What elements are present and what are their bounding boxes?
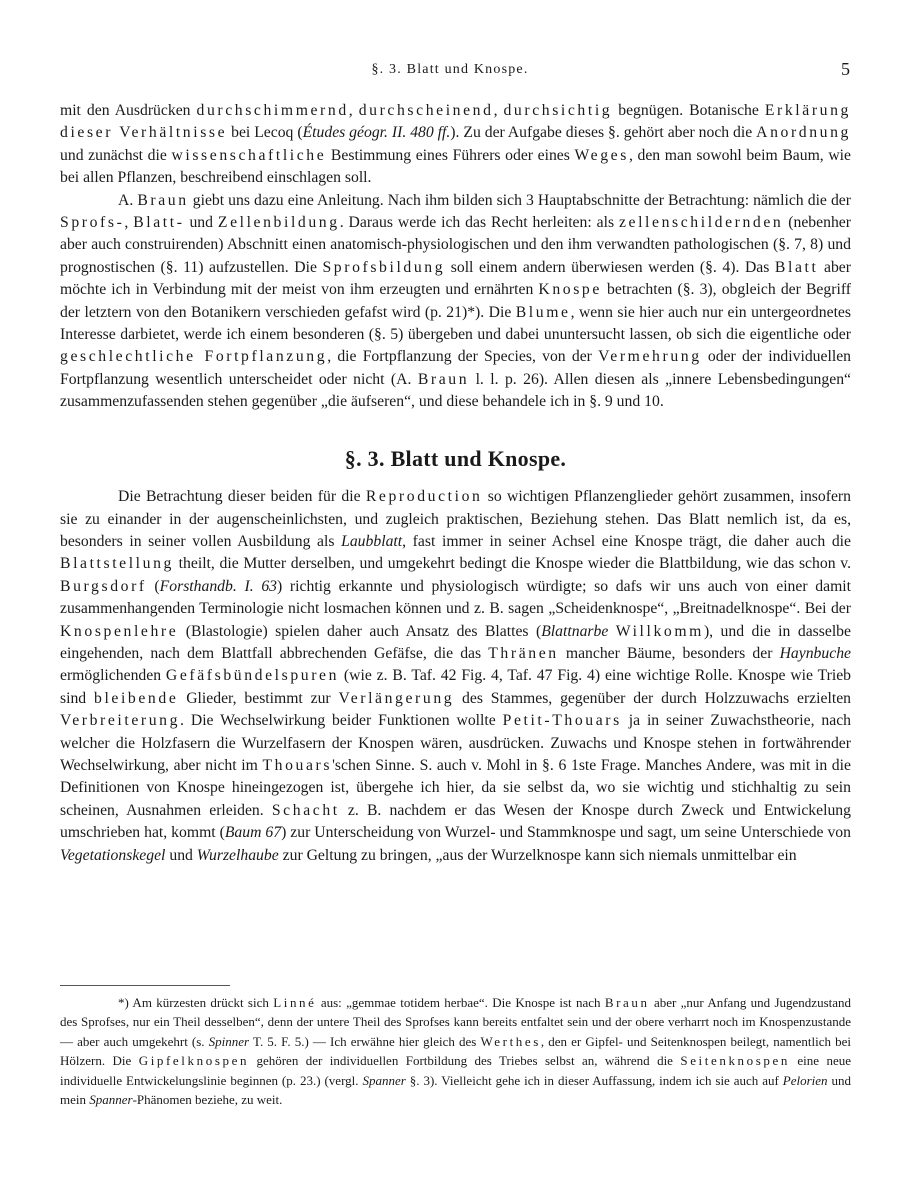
text-run: begnügen. Botanische	[612, 102, 765, 119]
spaced-text: Schacht	[271, 801, 340, 819]
italic-text: Wurzelhaube	[196, 846, 279, 864]
spaced-text: Knospenlehre	[60, 622, 179, 640]
spaced-text: Gefäfsbündelspuren	[165, 667, 340, 685]
spaced-text: Thränen	[488, 644, 559, 662]
italic-text: Spanner	[362, 1072, 406, 1088]
page-number: 5	[841, 59, 850, 79]
italic-text: Pelorien	[782, 1072, 828, 1088]
spaced-text: Burgsdorf	[60, 577, 147, 595]
italic-text: Haynbuche	[779, 644, 852, 662]
text-run: giebt uns dazu eine Anleitung. Nach ihm bilden sich 3 Hauptabschnitte der Betrachtung: nämlich die der	[188, 191, 851, 209]
paragraphs-top	[60, 100, 851, 414]
spaced-text: Verbreiterung	[60, 712, 181, 730]
text-run: und	[184, 214, 218, 232]
spaced-text: Braun	[604, 995, 650, 1010]
spaced-text: Linné	[273, 995, 317, 1010]
text-run: mancher Bäume, besonders der	[558, 644, 780, 662]
running-head	[0, 59, 900, 86]
body-text	[60, 100, 851, 867]
paragraph	[60, 100, 851, 190]
spaced-text: Weges	[574, 146, 629, 164]
text-run: z. B. nachdem er das Wesen der Knospe durch Zweck und Entwickelung umschrieben hat, kommt (	[60, 801, 851, 842]
text-run: ). Zu der Aufgabe dieses §. gehört aber noch die	[450, 124, 757, 142]
italic-text: Baum 67	[224, 824, 282, 842]
text-run: T. 5. F. 5.) — Ich erwähne hier gleich des	[249, 1033, 481, 1049]
text-run: ,	[493, 102, 504, 119]
spaced-text: wissenschaftliche	[171, 146, 327, 164]
text-run: mit den Ausdrücken	[60, 102, 197, 119]
text-run: (wie z. B. Taf. 42 Fig. 4, Taf. 47 Fig. 4) eine wichtige Rolle. Knospe wie Trieb sind	[60, 667, 851, 707]
text-run: . Daraus werde ich das Recht herleiten: als	[339, 214, 619, 232]
spaced-text: Anordnung	[756, 124, 851, 142]
text-run: bei Lecoq (	[227, 124, 303, 142]
spaced-text: Reproduction	[365, 488, 483, 506]
text-run: und mein	[60, 1072, 851, 1108]
text-run: Bestimmung eines Führers oder eines	[326, 146, 575, 164]
italic-text: Laubblatt	[341, 532, 403, 550]
text-run: ja in seiner Zuwachstheorie, nach welcher die Holzfasern die Wurzelfasern der Knospen wären, ausdrücken. Zuwachs und Knospe stehen in fortwährender Wechselwirkung, aber nicht im	[60, 712, 852, 774]
text-run: zur Geltung zu bringen, „aus der Wurzelknospe kann sich niemals unmittelbar ein	[278, 846, 797, 864]
text-run: A.	[118, 191, 138, 209]
spaced-text: Erklärung dieser Verhältnisse	[60, 102, 851, 142]
text-run: aber „nur Anfang und Jugendzustand des Sprofses, nur ein Theil desselben“, denn der untere Theil des Sprofses kann bereits entfaltet sein und der obere verharrt noch im Knospenzustande — aber auch umgekehrt (s.	[60, 995, 852, 1049]
text-run: (nebenher aber auch construirenden) Abschnitt einen anatomisch-physiologischen und den ihm verwandten pathologischen (§. 7, 8) und prognostischen (§. 11) aufzustellen. Die	[60, 214, 851, 276]
spaced-text: Werthes	[480, 1033, 541, 1049]
spaced-text: Seitenknospen	[680, 1053, 790, 1069]
spaced-text: Willkomm	[615, 622, 704, 640]
text-run: 'schen Sinne. S. auch v. Mohl in §. 6 1ste Frage. Manches Andere, was mit in die Definitionen von Knospe hineingezogen ist, übergehe ich hier, da sie selbst da, wo sie wichtig und stichhaltig zu sein scheinen, Ausnahmen erleiden.	[60, 756, 851, 819]
text-run	[608, 623, 615, 640]
text-run: , den man sowohl beim Baum, wie bei allen Pflanzen, beschreibend einschlagen soll.	[60, 146, 851, 187]
spaced-text: Verlängerung	[338, 689, 455, 707]
text-run: , fast immer in seiner Achsel eine Knospe trägt, die daher auch die	[402, 532, 851, 550]
footnote	[60, 993, 851, 1109]
spaced-text: durchscheinend	[358, 102, 494, 119]
text-run: . Die Wechselwirkung beider Funktionen wollte	[180, 712, 503, 730]
text-run: ), und die in dasselbe eingehenden, nach dem Blattfall abbrechenden Gefäfse, die das	[60, 622, 851, 662]
italic-text: Blattnarbe	[541, 622, 609, 640]
text-run: -Phänomen beziehe, zu weit.	[132, 1092, 283, 1108]
spaced-text: Braun	[137, 191, 189, 209]
text-run: ermöglichenden	[60, 667, 166, 685]
text-run: Die Betrachtung dieser beiden für die	[118, 488, 366, 506]
italic-text: Spinner	[208, 1033, 250, 1049]
spaced-text: Petit-Thouars	[502, 712, 622, 730]
text-run: ) zur Unterscheidung von Wurzel- und Stammknospe und sagt, um seine Unterschiede von	[281, 824, 851, 842]
footnote-divider	[60, 985, 230, 986]
footnote-paragraph	[60, 993, 851, 1109]
text-run: so wichtigen Pflanzenglieder gehört zusammen, insofern sie zu einander in der augenscheinlichsten, und zugleich praktischen, Beziehung stehen. Das Blatt nemlich ist, da es, besonders in seiner vollen Ausbildung als	[60, 488, 851, 550]
spaced-text: Blattstellung	[60, 555, 174, 573]
text-run: (Blastologie) spielen daher auch Ansatz des Blattes (	[178, 622, 542, 640]
italic-text: Forsthandb. I. 63	[159, 577, 278, 595]
text-run: eine neue individuelle Entwickelungslinie beginnen (p. 23.) (vergl.	[60, 1053, 851, 1088]
running-head-title: §. 3. Blatt und Knospe.	[371, 62, 529, 77]
text-run: aus: „gemmae totidem herbae“. Die Knospe ist nach	[316, 995, 605, 1010]
spaced-text: Blume	[515, 303, 571, 321]
text-run: ,	[348, 102, 359, 119]
spaced-text: Thouars	[262, 756, 333, 774]
text-run: , die Fortpflanzung der Species, von der	[327, 348, 599, 366]
spaced-text: Blatt-	[133, 214, 185, 232]
spaced-text: bleibende	[94, 689, 179, 707]
paragraph	[60, 190, 851, 414]
spaced-text: Sprofs-	[60, 214, 125, 232]
text-run: theilt, die Mutter derselben, und umgekehrt bedingt die Knospe wieder die Blattbildung, wie das schon v.	[173, 555, 851, 573]
spaced-text: Sprofsbildung	[322, 258, 446, 276]
spaced-text: Zellenbildung	[217, 214, 340, 232]
italic-text: Vegetationskegel	[60, 846, 166, 864]
paragraphs-section	[60, 486, 851, 867]
text-run: oder der individuellen Fortpflanzung wesentlich unterscheidet oder nicht (A.	[60, 348, 851, 388]
text-run: gehören der individuellen Fortbildung des Triebes selbst an, während die	[249, 1053, 681, 1069]
text-run: , den er Gipfel- und Seitenknospen beilegt, namentlich bei Hölzern. Die	[60, 1033, 851, 1069]
text-run: betrachten (§. 3), obgleich der Begriff der letztern von den Botanikern verschieden gefafst wird (p. 21)*). Die	[60, 281, 851, 321]
italic-text: Études géogr. II. 480 ff.	[302, 124, 451, 142]
italic-text: Spanner	[89, 1092, 133, 1108]
text-run: ,	[124, 214, 134, 232]
spaced-text: durchschimmernd	[196, 102, 349, 119]
text-run: *) Am kürzesten drückt sich	[118, 995, 274, 1010]
spaced-text: durchsichtig	[503, 102, 613, 119]
spaced-text: Knospe	[538, 281, 602, 299]
spaced-text: Vermehrung	[598, 348, 702, 366]
text-run: §. 3). Vielleicht gehe ich in dieser Auffassung, indem ich sie auch auf	[405, 1072, 783, 1088]
spaced-text: zellenschildernden	[618, 214, 784, 232]
text-run: soll einem andern überwiesen werden (§. 4). Das	[445, 258, 775, 276]
text-run: , wenn sie hier auch nur ein untergeordnetes Interesse darbietet, werde ich einem besonderen (§. 5) übergeben und dabei ununtersucht lassen, ob sich die eigentliche oder	[60, 303, 851, 344]
text-run: ) richtig erkannte und physiologisch würdigte; so dafs wir uns auch von einer damit zusammenhangenden Terminologie nicht losmachen können und z. B. sagen „Scheidenknospe“, „Breitnadelknospe“. Bei der	[60, 577, 851, 618]
spaced-text: Blatt	[774, 258, 819, 276]
spaced-text: Braun	[417, 370, 470, 388]
text-run: aber möchte ich in Verbindung mit der meist von ihm erzeugten und ernährten	[60, 258, 851, 299]
paragraph	[60, 486, 851, 867]
spaced-text: geschlechtliche Fortpflanzung	[60, 348, 328, 366]
text-run: (	[146, 577, 160, 595]
text-run: des Stammes, gegenüber der durch Holzzuwachs erzielten	[454, 689, 851, 707]
section-heading: §. 3. Blatt und Knospe.	[344, 445, 567, 471]
text-run: l. l. p. 26). Allen diesen als „innere Lebensbedingungen“ zusammenzufassenden stehen gegenüber „die äufseren“, und diese behandele ich in §. 9 und 10.	[60, 370, 852, 411]
text-run: und	[165, 846, 197, 864]
text-run: und zunächst die	[60, 146, 172, 164]
text-run: Glieder, bestimmt zur	[178, 689, 339, 707]
spaced-text: Gipfelknospen	[138, 1053, 250, 1069]
